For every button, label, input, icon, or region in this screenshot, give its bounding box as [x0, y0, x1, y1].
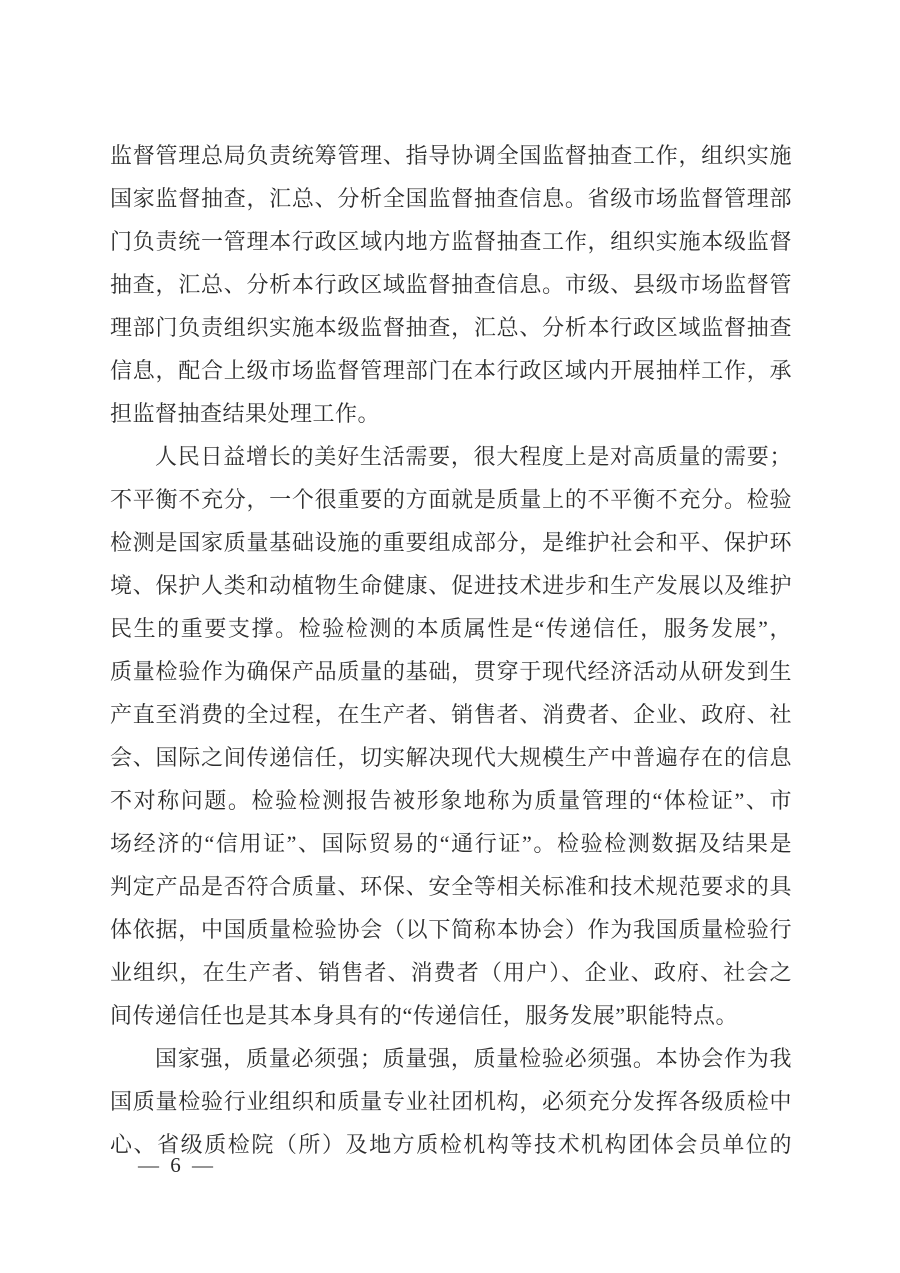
- text-line: 境、保护人类和动植物生命健康、促进技术进步和生产发展以及维护: [110, 573, 792, 598]
- paragraph-3: [110, 1037, 792, 1166]
- text-line: 抽查，汇总、分析本行政区域监督抽查信息。市级、县级市场监督管: [110, 272, 792, 297]
- text-line: 会、国际之间传递信任，切实解决现代大规模生产中普遍存在的信息: [110, 745, 792, 770]
- text-line: 质量检验作为确保产品质量的基础，贯穿于现代经济活动从研发到生: [110, 659, 792, 684]
- document-text-block: [110, 134, 792, 1166]
- text-line: 民生的重要支撑。检验检测的本质属性是“传递信任，服务发展”，: [110, 616, 792, 641]
- text-line: 国质量检验行业组织和质量专业社团机构，必须充分发挥各级质检中: [110, 1089, 792, 1114]
- paragraph-2: [110, 435, 792, 1037]
- text-line: 门负责统一管理本行政区域内地方监督抽查工作，组织实施本级监督: [110, 229, 792, 254]
- text-line: 场经济的“信用证”、国际贸易的“通行证”。检验检测数据及结果是: [110, 831, 792, 856]
- text-line: 监督管理总局负责统筹管理、指导协调全国监督抽查工作，组织实施: [110, 143, 792, 168]
- text-line: 人民日益增长的美好生活需要，很大程度上是对高质量的需要；: [155, 444, 792, 469]
- text-line: 体依据，中国质量检验协会（以下简称本协会）作为我国质量检验行: [110, 917, 792, 942]
- text-line: 不平衡不充分，一个很重要的方面就是质量上的不平衡不充分。检验: [110, 487, 792, 512]
- text-line: 间传递信任也是其本身具有的“传递信任，服务发展”职能特点。: [110, 1003, 739, 1028]
- text-line: 国家监督抽查，汇总、分析全国监督抽查信息。省级市场监督管理部: [110, 186, 792, 211]
- text-line: 担监督抽查结果处理工作。: [110, 401, 381, 426]
- text-line: 国家强，质量必须强；质量强，质量检验必须强。本协会作为我: [155, 1046, 792, 1071]
- text-line: 理部门负责组织实施本级监督抽查，汇总、分析本行政区域监督抽查: [110, 315, 792, 340]
- text-line: 心、省级质检院（所）及地方质检机构等技术机构团体会员单位的: [110, 1132, 792, 1157]
- text-line: 判定产品是否符合质量、环保、安全等相关标准和技术规范要求的具: [110, 874, 792, 899]
- page-number: — 6 —: [138, 1153, 216, 1177]
- text-line: 业组织，在生产者、销售者、消费者（用户）、企业、政府、社会之: [110, 960, 792, 985]
- text-line: 产直至消费的全过程，在生产者、销售者、消费者、企业、政府、社: [110, 702, 792, 727]
- text-line: 不对称问题。检验检测报告被形象地称为质量管理的“体检证”、市: [110, 788, 792, 813]
- paragraph-1: [110, 134, 792, 435]
- text-line: 信息，配合上级市场监督管理部门在本行政区域内开展抽样工作，承: [110, 358, 792, 383]
- text-line: 检测是国家质量基础设施的重要组成部分，是维护社会和平、保护环: [110, 530, 792, 555]
